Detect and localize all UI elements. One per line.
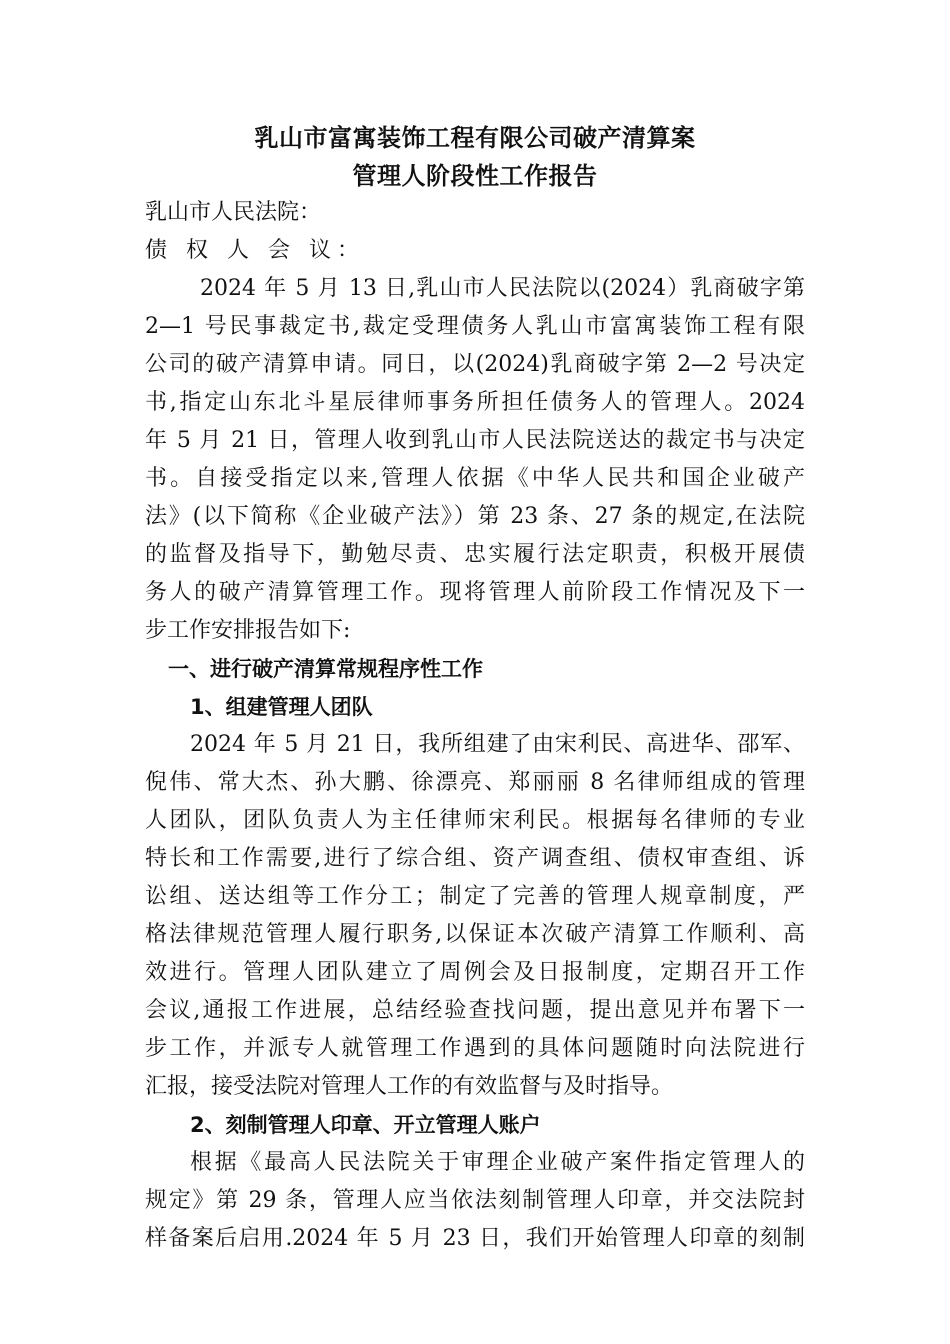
body-line: 根据《最高人民法院关于审理企业破产案件指定管理人的 <box>190 1150 805 1175</box>
subsection-heading: 2、刻制管理人印章、开立管理人账户 <box>190 1113 541 1137</box>
intro-line: 书,指定山东北斗星辰律师事务所担任债务人的管理人。2024 <box>145 390 805 415</box>
intro-line: 公司的破产清算申请。同日，以(2024)乳商破字第 2—2 号决定 <box>145 352 805 377</box>
addressee-court: 乳山市人民法院： <box>145 200 322 225</box>
intro-line: 年 5 月 21 日，管理人收到乳山市人民法院送达的裁定书与决定 <box>145 428 805 453</box>
body-line: 特长和工作需要,进行了综合组、资产调查组、债权审查组、诉 <box>145 846 805 871</box>
document-title-line-1: 乳山市富寓装饰工程有限公司破产清算案 <box>254 124 696 152</box>
intro-line: 2—1 号民事裁定书,裁定受理债务人乳山市富寓装饰工程有限 <box>145 314 805 339</box>
subsection-heading: 1、组建管理人团队 <box>190 695 373 719</box>
document-title-line-2: 管理人阶段性工作报告 <box>352 162 598 190</box>
body-line: 步工作，并派专人就管理工作遇到的具体问题随时向法院进行 <box>145 1036 805 1061</box>
body-line: 效进行。管理人团队建立了周例会及日报制度，定期召开工作 <box>145 960 805 985</box>
body-line: 2024 年 5 月 21 日，我所组建了由宋利民、高进华、邵军、 <box>190 732 805 757</box>
section-heading: 一、进行破产清算常规程序性工作 <box>168 657 483 681</box>
addressee-creditors-meeting: 债 权 人 会 议： <box>145 238 365 263</box>
body-line: 汇报，接受法院对管理人工作的有效监督与及时指导。 <box>145 1074 674 1099</box>
body-line: 样备案后启用.2024 年 5 月 23 日，我们开始管理人印章的刻制 <box>145 1226 805 1251</box>
intro-line: 步工作安排报告如下: <box>145 618 351 643</box>
intro-line: 书。自接受指定以来,管理人依据《中华人民共和国企业破产 <box>145 466 805 491</box>
intro-line: 务人的破产清算管理工作。现将管理人前阶段工作情况及下一 <box>145 580 805 605</box>
body-line: 规定》第 29 条，管理人应当依法刻制管理人印章，并交法院封 <box>145 1188 805 1213</box>
intro-line: 法》(以下简称《企业破产法》）第 23 条、27 条的规定,在法院 <box>145 504 805 529</box>
body-line: 格法律规范管理人履行职务,以保证本次破产清算工作顺利、高 <box>145 922 805 947</box>
body-line: 倪伟、常大杰、孙大鹏、徐漂亮、郑丽丽 8 名律师组成的管理 <box>145 770 805 795</box>
body-line: 讼组、送达组等工作分工；制定了完善的管理人规章制度，严 <box>145 884 805 909</box>
body-line: 人团队，团队负责人为主任律师宋利民。根据每名律师的专业 <box>145 808 805 833</box>
body-line: 会议,通报工作进展，总结经验查找问题，提出意见并布署下一 <box>145 998 805 1023</box>
intro-line: 2024 年 5 月 13 日,乳山市人民法院以(2024）乳商破字第 <box>200 276 805 301</box>
intro-line: 的监督及指导下，勤勉尽责、忠实履行法定职责，积极开展债 <box>145 542 805 567</box>
